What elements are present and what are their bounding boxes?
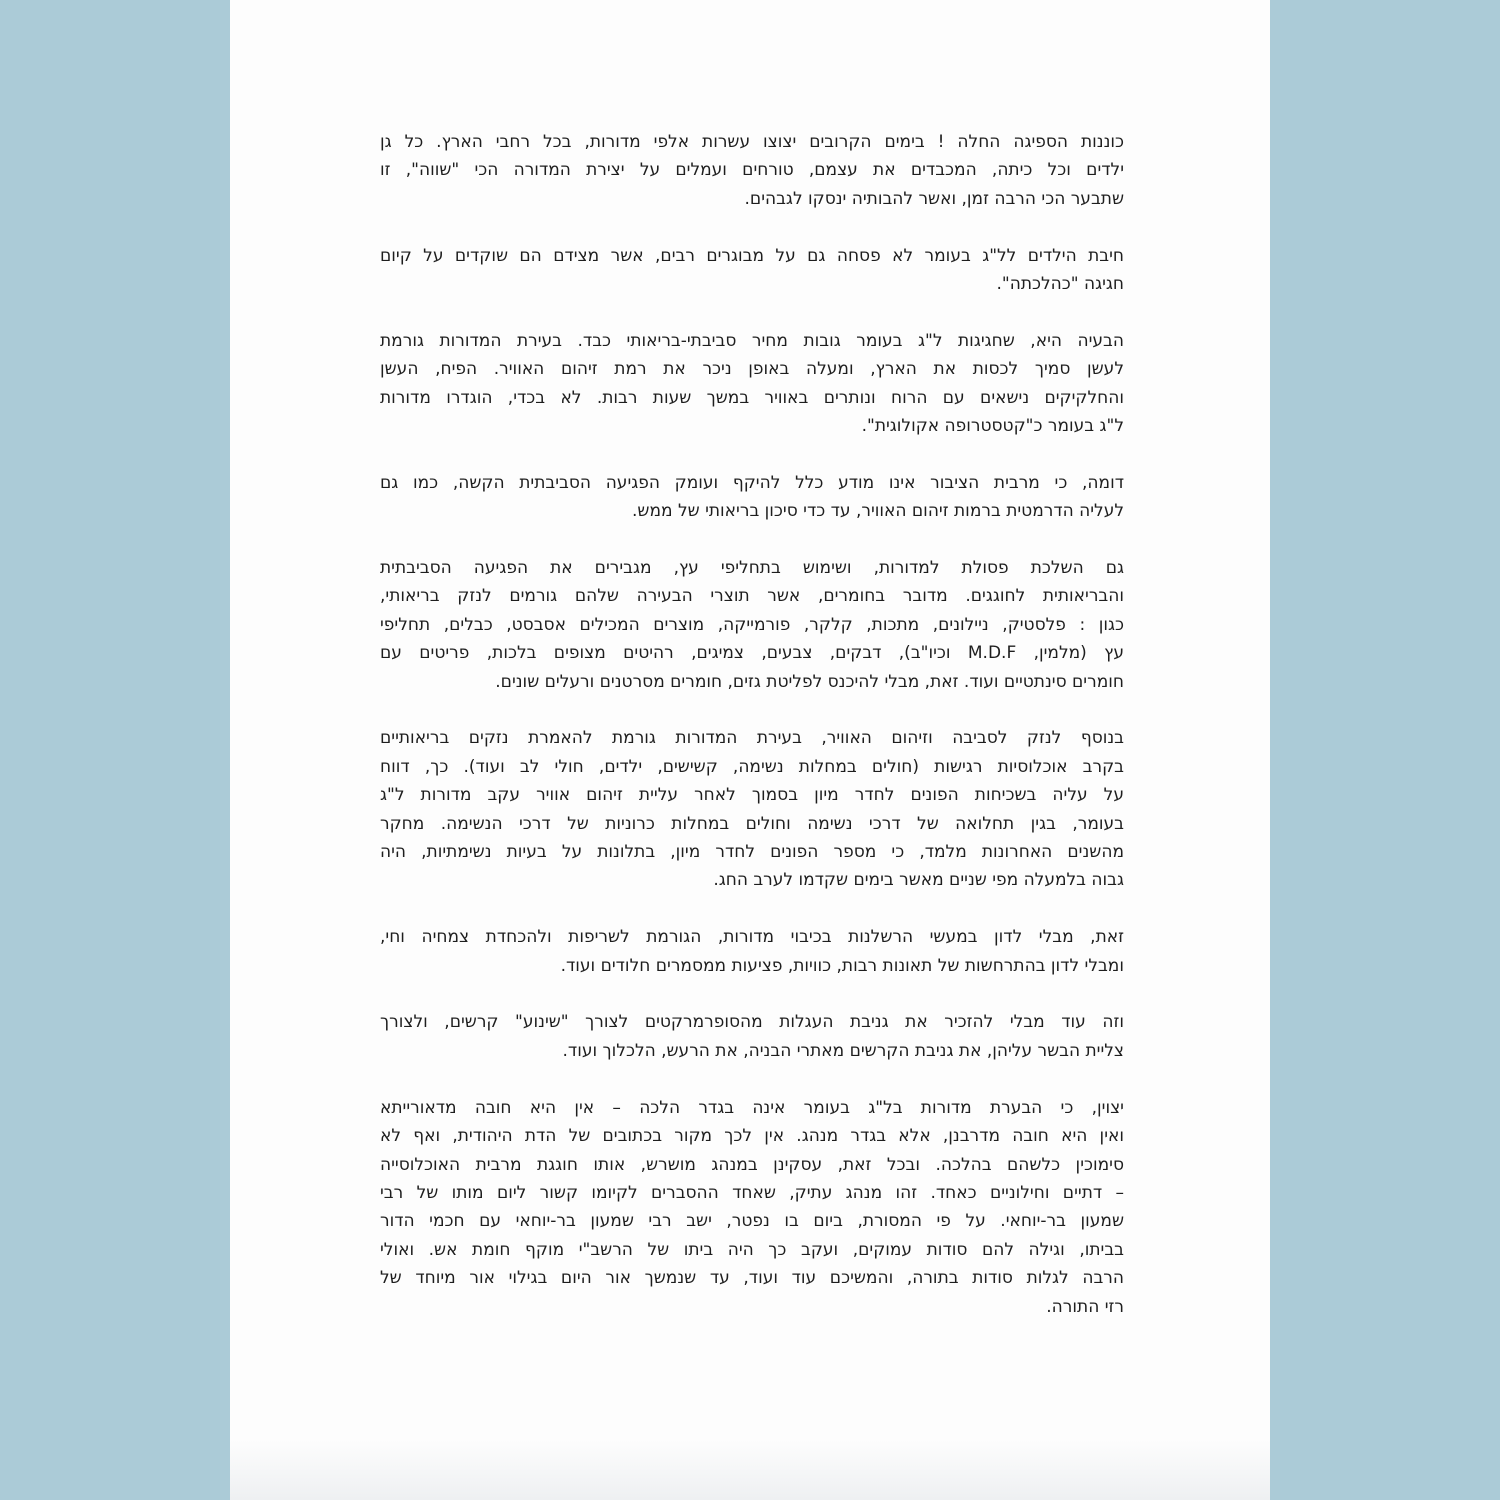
paragraph — [380, 1008, 1124, 1065]
text-line: בנוסף לנזק לסביבה וזיהום האוויר, בעירת המדורות גורמת להאמרת נזקים בריאותיים — [380, 728, 1124, 749]
text-line: הבעיה היא, שחגיגות ל"ג בעומר גובות מחיר סביבתי-בריאותי כבד. בעירת המדורות גורמת — [380, 330, 1124, 351]
document-body — [380, 128, 1124, 1349]
text-line: חיבת הילדים לל"ג בעומר לא פסחה גם על מבוגרים רבים, אשר מצידם הם שוקדים על קיום — [380, 245, 1124, 266]
text-line: חגיגה "כהלכתה". — [996, 274, 1124, 295]
text-line: כוננות הספיגה החלה ! בימים הקרובים יצוצו עשרות אלפי מדורות, בכל רחבי הארץ. כל גן — [380, 132, 1124, 152]
text-line: בביתו, וגילה להם סודות עמוקים, ועקב כך היה ביתו של הרשב"י מוקף חומת אש. ואולי — [380, 1239, 1124, 1260]
paragraph — [380, 128, 1124, 213]
text-line: שמעון בר-יוחאי. על פי המסורת, ביום בו נפטר, ישב רבי שמעון בר-יוחאי עם חכמי הדור — [380, 1211, 1124, 1232]
text-line: צליית הבשר עליהן, את גניבת הקרשים מאתרי הבניה, את הרעש, הלכלוך ועוד. — [562, 1040, 1124, 1061]
text-line: זאת, מבלי לדון במעשי הרשלנות בכיבוי מדורות, הגורמת לשריפות ולהכחדת צמחיה וחי, — [380, 927, 1124, 948]
text-line: כגון : פלסטיק, ניילונים, מתכות, קלקר, פורמייקה, מוצרים המכילים אסבסט, כבלים, תחליפי — [380, 614, 1124, 635]
text-line: ואין היא חובה מדרבנן, אלא בגדר מנהג. אין לכך מקור בכתובים של הדת היהודית, ואף לא — [380, 1126, 1124, 1147]
paragraph — [380, 469, 1124, 526]
text-line: סימוכין כלשהם בהלכה. ובכל זאת, עסקינן במנהג מושרש, אותו חוגגת מרבית האוכלוסייה — [380, 1154, 1124, 1175]
text-line: יצוין, כי הבערת מדורות בל"ג בעומר אינה בגדר הלכה – אין היא חובה מדאורייתא — [380, 1097, 1124, 1118]
text-line: שתבער הכי הרבה זמן, ואשר להבותיה ינסקו לגבהים. — [744, 188, 1124, 209]
paragraph — [380, 724, 1124, 894]
text-line: ילדים וכל כיתה, המכבדים את עצמם, טורחים ועמלים על יצירת המדורה הכי "שווה", זו — [380, 160, 1124, 181]
text-line: – דתיים וחילוניים כאחד. זהו מנהג עתיק, שאחד ההסברים לקיומו קשור ליום מותו של רבי — [380, 1182, 1124, 1203]
text-line: עץ (מלמין, M.D.F וכיו"ב), דבקים, צבעים, צמיגים, רהיטים מצופים בלכות, פריטים עם — [380, 643, 1124, 664]
paragraph — [380, 242, 1124, 299]
text-line: בעומר, בגין תחלואה של דרכי נשימה וחולים במחלות כרוניות של דרכי הנשימה. מחקר — [380, 813, 1124, 834]
text-line: ומבלי לדון בהתרחשות של תאונות רבות, כוויות, פציעות ממסמרים חלודים ועוד. — [560, 955, 1124, 976]
paragraph — [380, 1094, 1124, 1321]
text-line: ל"ג בעומר כ"קטסטרופה אקולוגית". — [861, 416, 1124, 437]
text-line: על עליה בשכיחות הפונים לחדר מיון בסמוך לאחר עליית זיהום אוויר עקב מדורות ל"ג — [380, 785, 1124, 806]
text-line: דומה, כי מרבית הציבור אינו מודע כלל להיקף ועומק הפגיעה הסביבתית הקשה, כמו גם — [380, 472, 1124, 493]
text-line: לעשן סמיך לכסות את הארץ, ומעלה באופן ניכר את רמת זיהום האוויר. הפיח, העשן — [380, 359, 1124, 380]
text-line: גם השלכת פסולת למדורות, ושימוש בתחליפי עץ, מגבירים את הפגיעה הסביבתית — [380, 558, 1124, 579]
text-line: והבריאותית לחוגגים. מדובר בחומרים, אשר תוצרי הבעירה שלהם גורמים לנזק בריאותי, — [380, 586, 1124, 607]
text-line: בקרב אוכלוסיות רגישות (חולים במחלות נשימה, קשישים, ילדים, חולי לב ועוד). כך, דווח — [380, 756, 1124, 777]
text-line: והחלקיקים נישאים עם הרוח ונותרים באוויר במשך שעות רבות. לא בכדי, הוגדרו מדורות — [380, 387, 1124, 408]
text-line: הרבה לגלות סודות בתורה, והמשיכם עוד ועוד, עד שנמשך אור היום בגילוי אור מיוחד של — [380, 1268, 1124, 1289]
text-line: מהשנים האחרונות מלמד, כי מספר הפונים לחדר מיון, בתלונות על בעיות נשימתיות, היה — [380, 842, 1124, 863]
document-page — [230, 0, 1270, 1500]
text-line: חומרים סינתטיים ועוד. זאת, מבלי להיכנס לפליטת גזים, חומרים מסרטנים ורעלים שונים. — [495, 671, 1124, 692]
paragraph — [380, 554, 1124, 696]
paragraph — [380, 327, 1124, 441]
text-line: רזי התורה. — [1046, 1296, 1124, 1317]
text-line: גבוה בלמעלה מפי שניים מאשר בימים שקדמו לערב החג. — [713, 870, 1124, 891]
paragraph — [380, 923, 1124, 980]
text-line: לעליה הדרמטית ברמות זיהום האוויר, עד כדי סיכון בריאותי של ממש. — [632, 501, 1124, 522]
text-line: וזה עוד מבלי להזכיר את גניבת העגלות מהסופרמרקטים לצורך "שינוע" קרשים, ולצורך — [380, 1012, 1124, 1033]
